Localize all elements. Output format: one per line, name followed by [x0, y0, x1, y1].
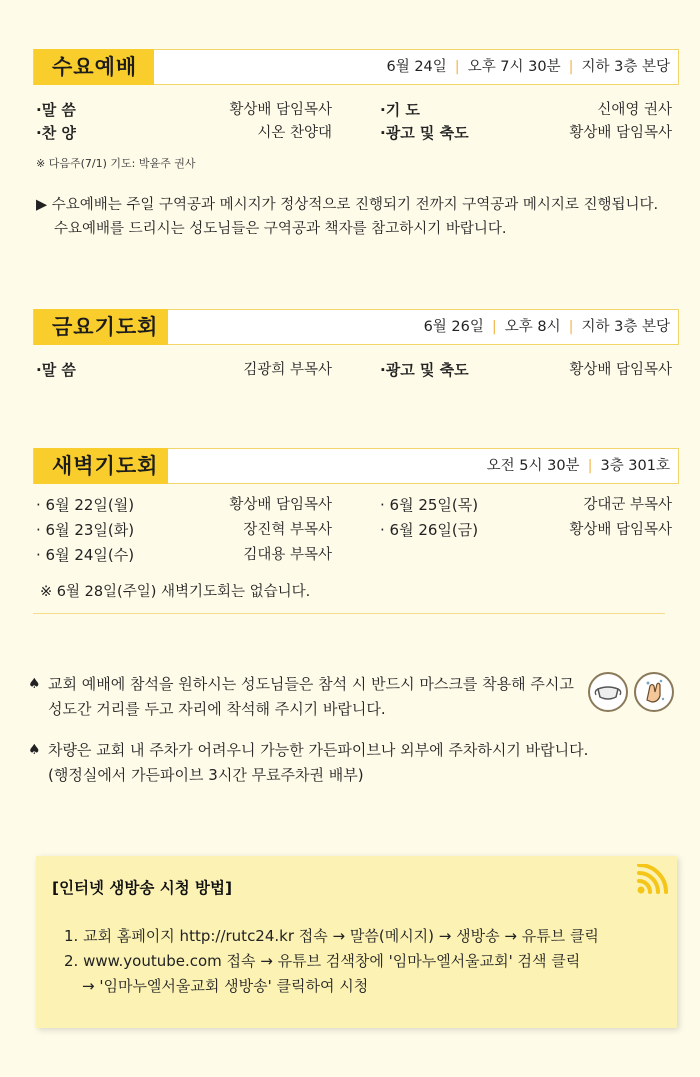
row-person: 황상배 담임목사 — [229, 102, 332, 118]
row-label: ·찬 양 — [36, 124, 76, 142]
row-person: 황상배 담임목사 — [569, 522, 672, 538]
row-label: ·광고 및 축도 — [380, 124, 469, 142]
broadcast-line3: → '임마누엘서울교회 생방송' 클릭하여 시청 — [82, 977, 369, 995]
broadcast-box — [36, 856, 677, 1028]
separator: | — [568, 59, 574, 75]
row-person: 황상배 담임목사 — [229, 497, 332, 513]
notice-parking — [30, 738, 670, 788]
dawn-note: ※ 6월 28일(주일) 새벽기도회는 없습니다. — [40, 584, 311, 600]
notice-line2: (행정실에서 가든파이브 3시간 무료주차권 배부) — [48, 766, 364, 784]
row-label: · 6월 25일(목) — [380, 496, 479, 514]
dawn-place: 3층 301호 — [600, 458, 670, 474]
wednesday-note-line1: ▶ 수요예배는 주일 구역공과 메시지가 정상적으로 진행되기 전까지 구역공과 메시지로 진행됩니다. — [36, 197, 659, 213]
handwash-icon — [634, 672, 674, 712]
notice-line2: 성도간 거리를 두고 자리에 착석해 주시기 바랍니다. — [48, 700, 386, 718]
row-label: ·말 씀 — [36, 101, 76, 119]
wednesday-date: 6월 24일 — [386, 59, 447, 75]
wednesday-header — [33, 49, 679, 85]
wednesday-note-line2: 수요예배를 드리시는 성도님들은 구역공과 책자를 참고하시기 바랍니다. — [54, 221, 507, 237]
broadcast-line2: 2. www.youtube.com 접속 → 유튜브 검색창에 '임마누엘서울교회' 검색 클릭 — [64, 952, 581, 970]
row-person: 신애영 권사 — [597, 102, 672, 118]
divider — [33, 613, 665, 614]
wednesday-title: 수요예배 — [34, 49, 154, 85]
row-person: 김대용 부목사 — [243, 547, 332, 563]
separator: | — [587, 458, 593, 474]
row-person: 장진혁 부목사 — [243, 522, 332, 538]
wednesday-info — [386, 50, 670, 84]
spade-icon: ♠ — [28, 676, 41, 692]
notice-line1: 교회 예배에 참석을 원하시는 성도님들은 참석 시 반드시 마스크를 착용해 주시고 — [48, 675, 574, 693]
row-label: · 6월 24일(수) — [36, 546, 135, 564]
friday-place: 지하 3층 본당 — [581, 319, 670, 335]
row-label: · 6월 22일(월) — [36, 496, 135, 514]
row-person: 황상배 담임목사 — [569, 125, 672, 141]
friday-date: 6월 26일 — [423, 319, 484, 335]
row-label: ·광고 및 축도 — [380, 361, 469, 379]
wednesday-time: 오후 7시 30분 — [467, 59, 561, 75]
separator: | — [568, 319, 574, 335]
broadcast-title: [인터넷 생방송 시청 방법] — [52, 879, 233, 897]
dawn-header — [33, 448, 679, 484]
friday-info — [424, 310, 670, 344]
next-week-prayer: ※ 다음주(7/1) 기도: 박윤주 권사 — [36, 157, 196, 170]
row-label: · 6월 23일(화) — [36, 521, 135, 539]
notice-mask — [30, 672, 590, 722]
dawn-info — [487, 449, 670, 483]
mask-icon — [588, 672, 628, 712]
row-person: 황상배 담임목사 — [569, 362, 672, 378]
broadcast-line1: 1. 교회 홈페이지 http://rutc24.kr 접속 → 말씀(메시지) → 생방송 → 유튜브 클릭 — [64, 927, 599, 945]
notice-line1: 차량은 교회 내 주차가 어려우니 가능한 가든파이브나 외부에 주차하시기 바랍니다. — [48, 741, 589, 759]
dawn-title: 새벽기도회 — [34, 448, 168, 484]
notice-icons — [588, 672, 678, 716]
separator: | — [454, 59, 460, 75]
friday-header — [33, 309, 679, 345]
separator: | — [491, 319, 497, 335]
row-person: 강대군 부목사 — [583, 497, 672, 513]
wednesday-place: 지하 3층 본당 — [581, 59, 670, 75]
row-label: ·기 도 — [380, 101, 420, 119]
friday-title: 금요기도회 — [34, 309, 168, 345]
wifi-icon — [633, 864, 669, 898]
row-person: 시온 찬양대 — [257, 125, 332, 141]
dawn-time: 오전 5시 30분 — [486, 458, 580, 474]
friday-time: 오후 8시 — [504, 319, 561, 335]
row-label: · 6월 26일(금) — [380, 521, 479, 539]
row-label: ·말 씀 — [36, 361, 76, 379]
spade-icon: ♠ — [28, 742, 41, 758]
row-person: 김광희 부목사 — [243, 362, 332, 378]
